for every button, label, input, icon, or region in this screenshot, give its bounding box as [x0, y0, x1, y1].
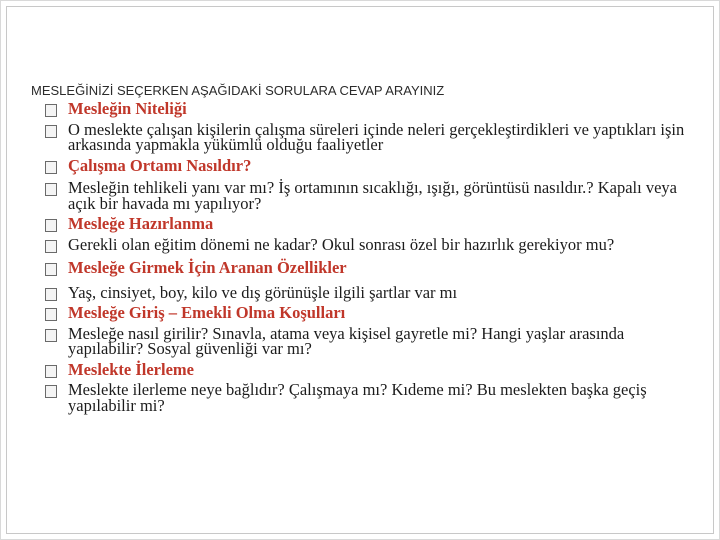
- item-text: Gerekli olan eğitim dönemi ne kadar? Okul sonrası özel bir hazırlık gerekiyor mu?: [68, 234, 615, 254]
- item-text: Mesleğe Giriş – Emekli Olma Koşulları: [68, 303, 346, 322]
- list-item-heading: [45, 359, 695, 379]
- item-text: Yaş, cinsiyet, boy, kilo ve dış görünüşle ilgili şartlar var mı: [68, 282, 458, 302]
- square-bullet-icon: [45, 365, 57, 378]
- item-text: Mesleğe Girmek İçin Aranan Özellikler: [68, 258, 347, 277]
- item-text: Mesleğe Hazırlanma: [68, 214, 214, 233]
- list-item-heading: [45, 155, 695, 175]
- square-bullet-icon: [45, 104, 57, 117]
- list-item-heading: [45, 101, 695, 117]
- square-bullet-icon: [45, 240, 57, 253]
- square-bullet-icon: [45, 125, 57, 138]
- list-item: [45, 282, 695, 302]
- item-text: Meslekte İlerleme: [68, 359, 194, 379]
- list-item: [45, 180, 695, 211]
- square-bullet-icon: [45, 219, 57, 232]
- item-text: Mesleğe nasıl girilir? Sınavla, atama veya kişisel gayretle mi? Hangi yaşlar arasında yapılabilir? Sosyal güvenliği var mı?: [68, 323, 625, 358]
- list-item: [45, 382, 695, 413]
- list-item: [45, 119, 695, 154]
- square-bullet-icon: [45, 385, 57, 398]
- list-item: [45, 234, 695, 254]
- square-bullet-icon: [45, 183, 57, 196]
- list-item: [45, 323, 695, 358]
- item-text: Çalışma Ortamı Nasıldır?: [68, 155, 252, 175]
- list-item-heading: [45, 305, 695, 321]
- list-item-heading: [45, 260, 695, 276]
- square-bullet-icon: [45, 329, 57, 342]
- square-bullet-icon: [45, 288, 57, 301]
- item-text: Meslekte ilerleme neye bağlıdır? Çalışmaya mı? Kıdeme mi? Bu meslekten başka geçiş yapılabilir mi?: [68, 380, 647, 415]
- item-text: Mesleğin Niteliği: [68, 99, 187, 118]
- item-text: O meslekte çalışan kişilerin çalışma süreleri içinde neleri gerçekleştirdikleri ve yaptıkları işin arkasında yapmakla yükümlü olduğu faaliyetler: [68, 119, 685, 154]
- slide-title: MESLEĞİNİZİ SEÇERKEN AŞAĞIDAKİ SORULARA CEVAP ARAYINIZ: [31, 83, 445, 98]
- item-text: Mesleğin tehlikeli yanı var mı? İş ortamının sıcaklığı, ışığı, görüntüsü nasıldır.? Kapalı veya açık bir havada mı yapılıyor?: [68, 178, 678, 213]
- square-bullet-icon: [45, 161, 57, 174]
- content-list: [45, 101, 695, 413]
- square-bullet-icon: [45, 263, 57, 276]
- list-item-heading: [45, 216, 695, 232]
- square-bullet-icon: [45, 308, 57, 321]
